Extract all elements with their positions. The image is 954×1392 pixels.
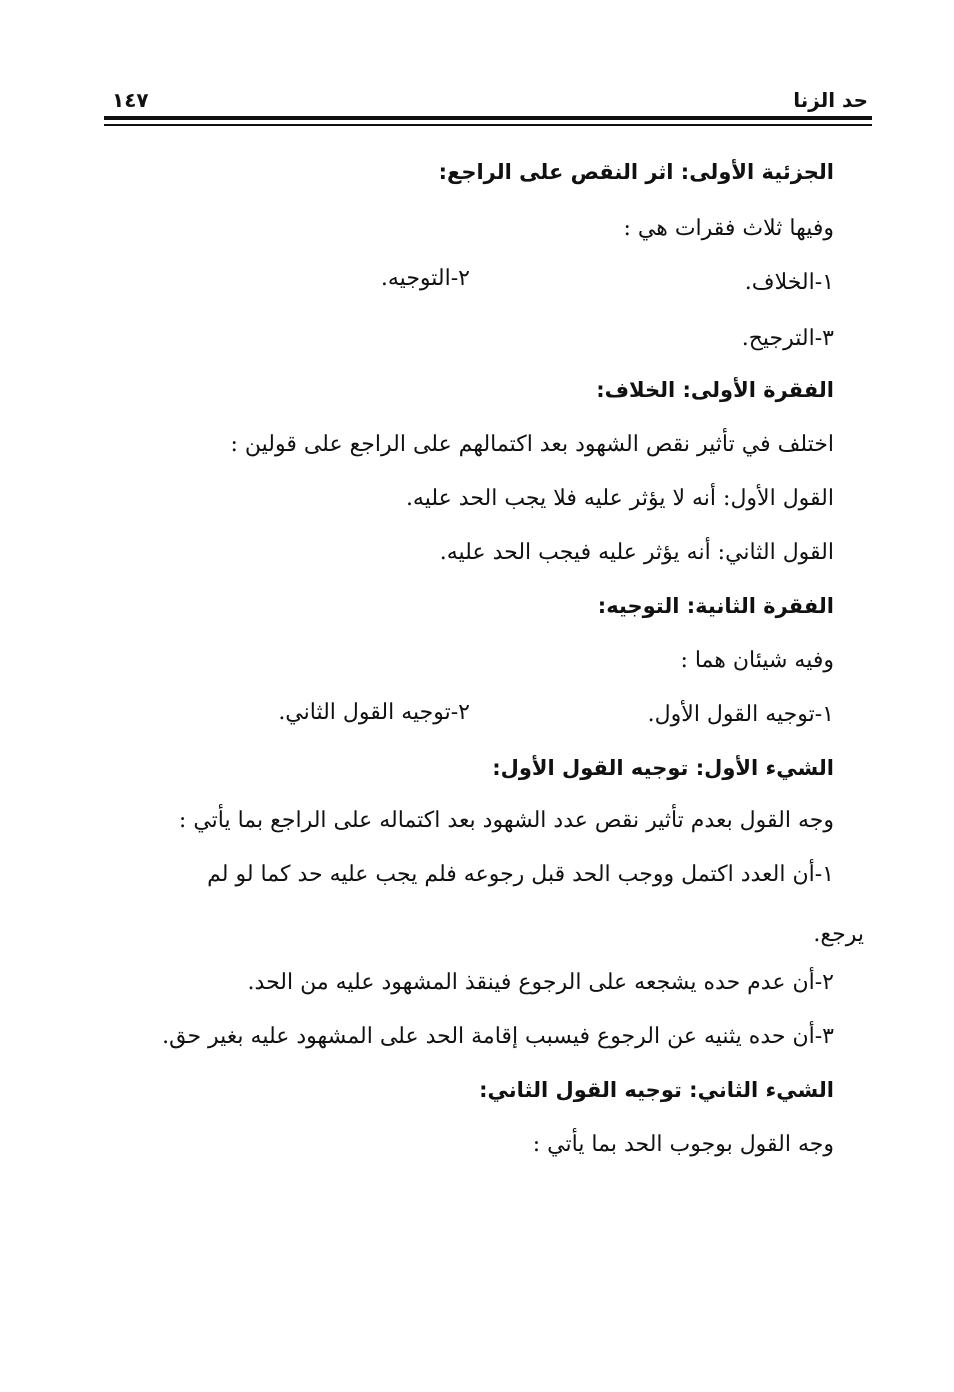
header-rule-thin	[104, 124, 872, 126]
paragraph-line: اختلف في تأثير نقص الشهود بعد اكتمالهم على الراجع على قولين :	[230, 432, 834, 457]
paragraph-line: القول الثاني: أنه يؤثر عليه فيجب الحد عليه.	[439, 540, 834, 565]
section-heading: الجزئية الأولى: اثر النقص على الراجع:	[438, 160, 834, 184]
paragraph-line: وجه القول بعدم تأثير نقص عدد الشهود بعد اكتماله على الراجع بما يأتي :	[178, 808, 834, 833]
list-item: ١-أن العدد اكتمل ووجب الحد قبل رجوعه فلم يجب عليه حد كما لو لم	[207, 862, 834, 887]
list-item: ٣-الترجيح.	[741, 326, 834, 351]
list-item: ١-توجيه القول الأول.	[647, 702, 834, 727]
running-title: حد الزنا	[793, 88, 868, 112]
paragraph-line: وفيه شيئان هما :	[680, 648, 834, 673]
page-number: ١٤٧	[112, 88, 149, 112]
header-rule-thick	[104, 116, 872, 120]
page-header	[104, 84, 872, 114]
list-item: ٣-أن حده يثنيه عن الرجوع فيسبب إقامة الحد على المشهود عليه بغير حق.	[162, 1024, 834, 1049]
paragraph-line: يرجع.	[813, 922, 864, 947]
subsection-heading: الفقرة الأولى: الخلاف:	[596, 378, 834, 402]
paragraph-line: وجه القول بوجوب الحد بما يأتي :	[532, 1132, 834, 1157]
subsection-heading: الشيء الأول: توجيه القول الأول:	[492, 756, 834, 780]
list-item: ١-الخلاف.	[744, 270, 834, 295]
subsection-heading: الشيء الثاني: توجيه القول الثاني:	[479, 1078, 834, 1102]
list-item: ٢-أن عدم حده يشجعه على الرجوع فينقذ المشهود عليه من الحد.	[247, 970, 834, 995]
list-item: ٢-التوجيه.	[380, 266, 470, 291]
paragraph-line: وفيها ثلاث فقرات هي :	[623, 216, 834, 241]
list-item: ٢-توجيه القول الثاني.	[278, 700, 470, 725]
subsection-heading: الفقرة الثانية: التوجيه:	[597, 594, 834, 618]
paragraph-line: القول الأول: أنه لا يؤثر عليه فلا يجب الحد عليه.	[405, 486, 834, 511]
